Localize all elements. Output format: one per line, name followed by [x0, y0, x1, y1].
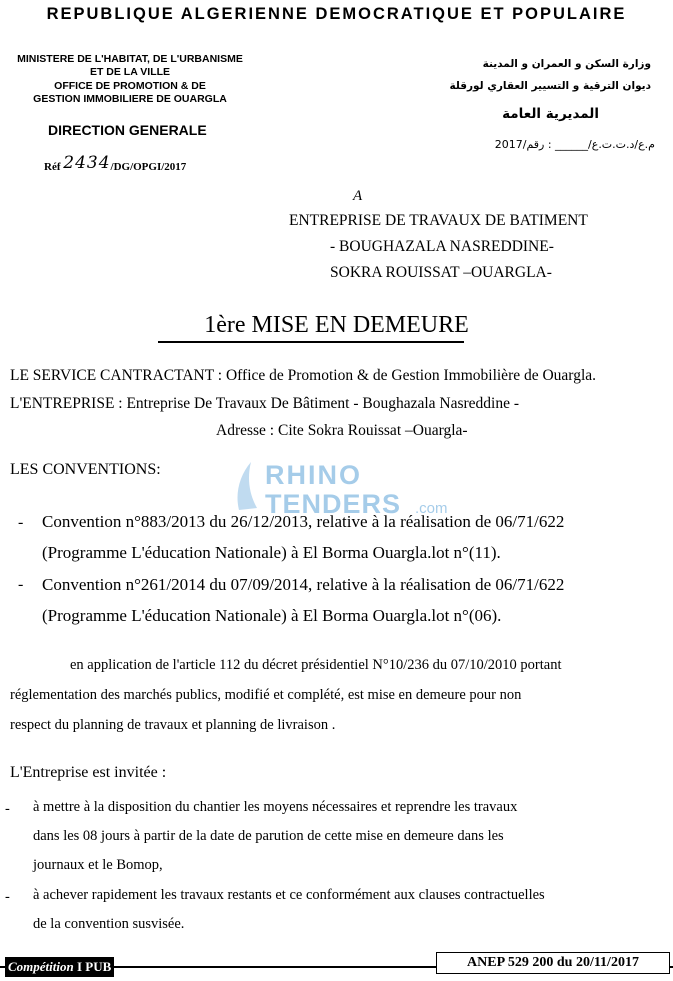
rhino-tenders-watermark — [225, 458, 470, 518]
ref-prefix: Réf — [44, 161, 61, 173]
office-ar: ديوان الترقية و التسيير العقاري لورقلة — [449, 80, 651, 92]
republic-header: REPUBLIQUE ALGERIENNE DEMOCRATIQUE ET POPULAIRE — [46, 5, 627, 23]
paragraph-line-1: en application de l'article 112 du décret présidentiel N°10/236 du 07/10/2010 portant — [70, 657, 562, 673]
ref-suffix: /DG/OPGI/2017 — [110, 161, 187, 173]
convention-1-line-1: Convention n°883/2013 du 26/12/2013, relative à la réalisation de 06/71/622 — [42, 512, 565, 531]
recipient-line-1: ENTREPRISE DE TRAVAUX DE BATIMENT — [289, 212, 588, 229]
recipient-line-2: - BOUGHAZALA NASREDDINE- — [330, 238, 554, 255]
paragraph-line-2: réglementation des marchés publics, modifié et complété, est mise en demeure pour non — [10, 687, 522, 703]
ref-number-handwritten: 2434 — [63, 153, 111, 173]
rhino-horn-icon — [238, 462, 258, 510]
footer-category-bold: PUB — [85, 959, 112, 974]
adresse-line: Adresse : Cite Sokra Rouissat –Ouargla- — [216, 422, 468, 439]
service-contractant: LE SERVICE CANTRACTANT : Office de Promotion & de Gestion Immobilière de Ouargla. — [10, 367, 597, 384]
convention-2-line-1: Convention n°261/2014 du 07/09/2014, relative à la réalisation de 06/71/622 — [42, 575, 565, 594]
recipient-prefix: A — [353, 188, 363, 204]
office-line-2: GESTION IMMOBILIERE DE OUARGLA — [33, 93, 227, 105]
convention-1-bullet: - — [18, 514, 24, 531]
watermark-suffix: .com — [415, 500, 448, 517]
invitation-2-line-1: à achever rapidement les travaux restants et ce conformément aux clauses contractuelles — [33, 887, 545, 903]
direction-generale-fr: DIRECTION GENERALE — [48, 122, 207, 138]
footer-category-badge — [5, 957, 114, 977]
title-underline — [158, 341, 464, 343]
convention-2-bullet: - — [18, 576, 24, 593]
invitation-heading: L'Entreprise est invitée : — [10, 764, 167, 781]
invitation-1-line-2: dans les 08 jours à partir de la date de parution de cette mise en demeure dans les — [33, 828, 504, 844]
convention-1-line-2: (Programme L'éducation Nationale) à El Borma Ouargla.lot n°(11). — [42, 543, 501, 562]
footer-category-italic: Compétition — [8, 959, 74, 974]
invitation-1-bullet: - — [5, 801, 10, 817]
ministry-line-1: MINISTERE DE L'HABITAT, DE L'URBANISME — [17, 53, 243, 65]
entreprise-line: L'ENTREPRISE : Entreprise De Travaux De Bâtiment - Boughazala Nasreddine - — [10, 395, 520, 412]
footer-category-sep: I — [73, 959, 86, 974]
invitation-1-line-1: à mettre à la disposition du chantier les moyens nécessaires et reprendre les travaux — [33, 799, 518, 815]
ministry-line-2: ET DE LA VILLE — [89, 66, 171, 78]
convention-2-line-2: (Programme L'éducation Nationale) à El Borma Ouargla.lot n°(06). — [42, 606, 502, 625]
invitation-2-line-2: de la convention susvisée. — [33, 916, 185, 932]
invitation-2-bullet: - — [5, 889, 10, 905]
page-title: 1ère MISE EN DEMEURE — [204, 312, 469, 338]
office-line-1: OFFICE DE PROMOTION & DE — [54, 80, 206, 92]
paragraph-line-3: respect du planning de travaux et planning de livraison . — [10, 717, 336, 733]
invitation-1-line-3: journaux et le Bomop, — [33, 857, 163, 873]
conventions-heading: LES CONVENTIONS: — [10, 461, 161, 478]
footer-anep-reference: ANEP 529 200 du 20/11/2017 — [436, 952, 670, 974]
watermark-rhino: RHINO — [265, 460, 362, 490]
recipient-line-3: SOKRA ROUISSAT –OUARGLA- — [330, 264, 552, 281]
watermark-tenders: TENDERS — [265, 489, 402, 518]
ministry-ar: وزارة السكن و العمران و المدينة — [482, 58, 651, 70]
reference-ar: 2017/م.ع/د.ت.ت.ع/______ : رقم — [494, 138, 655, 151]
reference-fr — [44, 155, 186, 175]
direction-ar: المديرية العامة — [502, 106, 599, 122]
